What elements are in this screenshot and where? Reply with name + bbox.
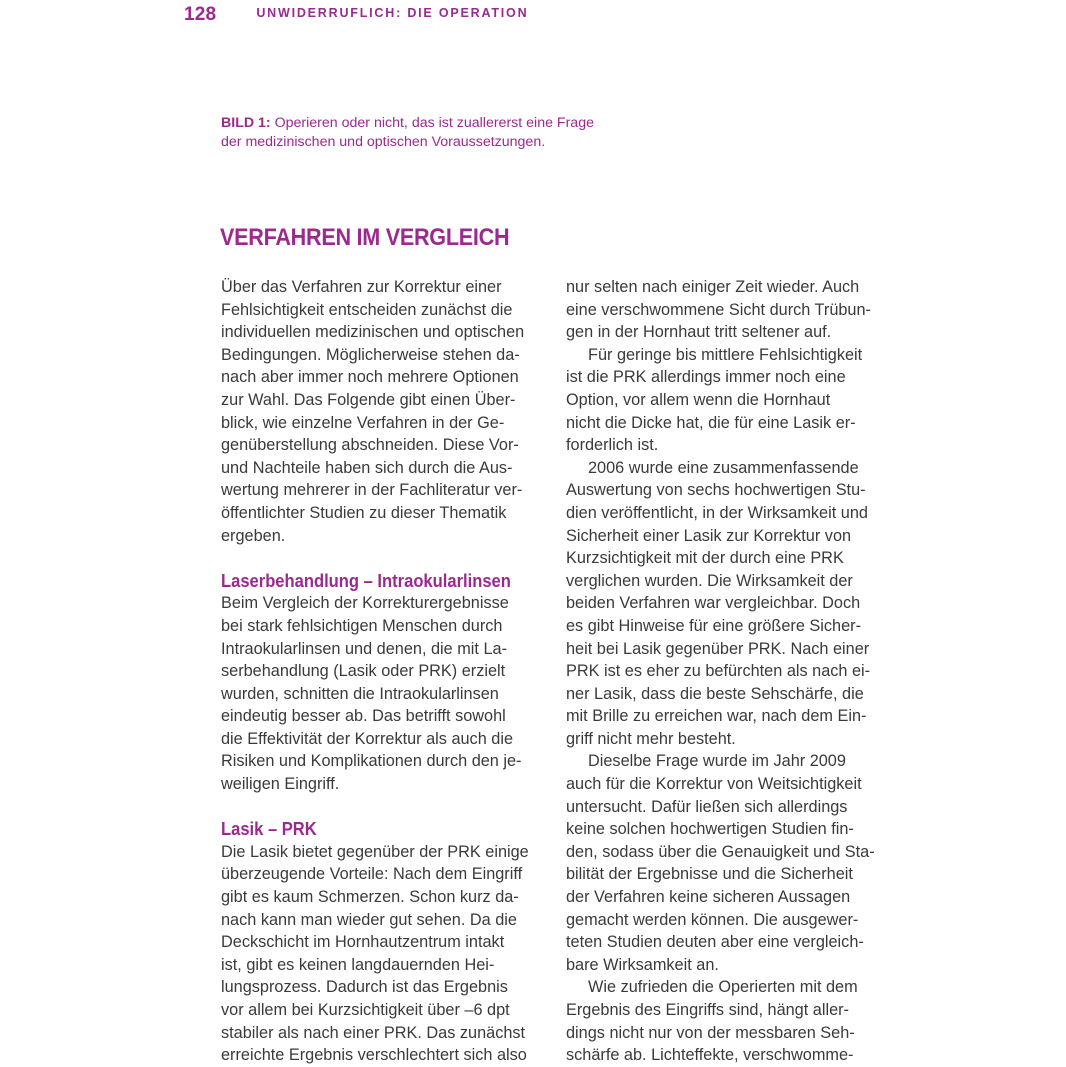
- running-title: UNWIDERRUFLICH: DIE OPERATION: [256, 6, 529, 20]
- text-line: Die Lasik bietet gegenüber der PRK einige: [221, 842, 529, 861]
- text-line: nach kann man wieder gut sehen. Da die: [221, 910, 517, 929]
- study-2006-paragraph: [566, 457, 896, 751]
- intro-paragraph: [221, 276, 551, 547]
- text-line: Wie zufrieden die Operierten mit dem: [588, 978, 858, 997]
- text-line: Fehlsichtigkeit entscheiden zunächst die: [221, 300, 513, 319]
- prk-option-paragraph: [566, 344, 896, 457]
- text-line: Option, vor allem wenn die Hornhaut: [566, 390, 831, 409]
- text-line: Über das Verfahren zur Korrektur einer: [221, 278, 502, 296]
- text-line: überzeugende Vorteile: Nach dem Eingriff: [221, 865, 523, 884]
- text-line: gen in der Hornhaut tritt seltener auf.: [566, 323, 832, 342]
- text-line: Bedingungen. Möglicherweise stehen da-: [221, 345, 520, 364]
- text-line: Für geringe bis mittlere Fehlsichtigkeit: [588, 345, 863, 364]
- text-line: keine solchen hochwertigen Studien fin-: [566, 820, 854, 839]
- text-line: wertung mehrerer in der Fachliteratur ver-: [221, 481, 523, 500]
- text-line: den, sodass über die Genauigkeit und Sta-: [566, 842, 875, 861]
- text-line: gemacht werden können. Die ausgewer-: [566, 910, 859, 929]
- page-number: 128: [184, 4, 217, 25]
- lasik-prk-paragraph: [221, 841, 551, 1067]
- text-line: blick, wie einzelne Verfahren in der Ge-: [221, 413, 505, 432]
- text-line: zur Wahl. Das Folgende gibt einen Über-: [221, 390, 516, 409]
- text-line: nicht die Dicke hat, die für eine Lasik er-: [566, 413, 856, 432]
- text-line: lungsprozess. Dadurch ist das Ergebnis: [221, 978, 508, 997]
- text-line: mit Brille zu erreichen war, nach dem Ein-: [566, 707, 867, 726]
- left-column: [221, 276, 551, 1067]
- text-line: 2006 wurde eine zusammenfassende: [588, 458, 859, 477]
- text-line: Beim Vergleich der Korrekturergebnisse: [221, 594, 509, 613]
- paragraph-gap: [221, 547, 551, 570]
- text-line: Kurzsichtigkeit mit der durch eine PRK: [566, 549, 844, 568]
- text-line: heit bei Lasik gegenüber PRK. Nach einer: [566, 639, 870, 658]
- text-line: Deckschicht im Hornhautzentrum intakt: [221, 933, 505, 952]
- text-line: beiden Verfahren war vergleichbar. Doch: [566, 594, 861, 613]
- caption-line: Operieren oder nicht, das ist zuallererst eine Frage: [270, 115, 594, 131]
- text-line: Dieselbe Frage wurde im Jahr 2009: [588, 752, 846, 771]
- laser-iol-paragraph: [221, 592, 551, 795]
- text-line: Ergebnis des Eingriffs sind, hängt aller-: [566, 1001, 849, 1019]
- text-line: wurden, schnitten die Intraokularlinsen: [221, 684, 499, 703]
- text-line: auch für die Korrektur von Weitsichtigkeit: [566, 775, 862, 794]
- text-line: verglichen wurden. Die Wirksamkeit der: [566, 571, 853, 590]
- text-line: nur selten nach einiger Zeit wieder. Auch: [566, 278, 860, 296]
- text-line: der Verfahren keine sicheren Aussagen: [566, 888, 851, 907]
- subheading-laser-iol: Laserbehandlung – Intraokularlinsen: [221, 570, 511, 591]
- text-line: die Effektivität der Korrektur als auch die: [221, 729, 514, 748]
- caption-line: der medizinischen und optischen Voraussetzungen.: [221, 134, 546, 150]
- text-line: PRK ist es eher zu befürchten als nach ei-: [566, 662, 871, 681]
- text-line: und Nachteile haben sich durch die Aus-: [221, 458, 513, 477]
- study-2009-paragraph: [566, 750, 896, 976]
- caption-label: BILD 1:: [221, 115, 271, 131]
- text-line: ist die PRK allerdings immer noch eine: [566, 368, 846, 387]
- text-line: eine verschwommene Sicht durch Trübun-: [566, 300, 871, 319]
- satisfaction-paragraph: [566, 976, 896, 1066]
- text-line: ist, gibt es keinen langdauernden Hei-: [221, 955, 495, 974]
- text-line: schärfe ab. Lichteffekte, verschwomme-: [566, 1046, 854, 1065]
- text-line: es gibt Hinweise für eine größere Sicher-: [566, 616, 862, 635]
- text-line: gibt es kaum Schmerzen. Schon kurz da-: [221, 888, 519, 907]
- text-line: öffentlichter Studien zu dieser Thematik: [221, 503, 507, 522]
- text-line: ergeben.: [221, 526, 286, 545]
- text-line: Auswertung von sechs hochwertigen Stu-: [566, 481, 866, 500]
- figure-caption: [221, 114, 651, 152]
- text-line: bei stark fehlsichtigen Menschen durch: [221, 616, 503, 635]
- text-line: erreichte Ergebnis verschlechtert sich also: [221, 1046, 527, 1065]
- running-head: [184, 4, 528, 30]
- continuation-paragraph: [566, 276, 896, 344]
- right-column: [566, 276, 896, 1067]
- text-line: dings nicht nur von der messbaren Seh-: [566, 1023, 855, 1042]
- text-line: vor allem bei Kurzsichtigkeit über –6 dpt: [221, 1001, 510, 1019]
- subheading-lasik-prk: Lasik – PRK: [221, 819, 317, 840]
- text-line: teten Studien deuten aber eine vergleich-: [566, 933, 864, 952]
- text-line: untersucht. Dafür ließen sich allerdings: [566, 797, 848, 816]
- text-line: weiligen Eingriff.: [221, 775, 340, 794]
- text-line: Risiken und Komplikationen durch den je-: [221, 752, 522, 771]
- text-line: individuellen medizinischen und optischen: [221, 323, 525, 342]
- paragraph-gap: [221, 796, 551, 819]
- text-line: Intraokularlinsen und denen, die mit La-: [221, 639, 508, 658]
- section-title: VERFAHREN IM VERGLEICH: [220, 224, 510, 251]
- text-line: bilität der Ergebnisse und die Sicherheit: [566, 865, 853, 884]
- text-line: dien veröffentlicht, in der Wirksamkeit und: [566, 503, 868, 522]
- text-line: stabiler als nach einer PRK. Das zunächst: [221, 1023, 526, 1042]
- text-line: griff nicht mehr besteht.: [566, 729, 736, 748]
- text-line: ner Lasik, dass die beste Sehschärfe, die: [566, 684, 864, 703]
- text-line: Sicherheit einer Lasik zur Korrektur von: [566, 526, 852, 545]
- text-line: genüberstellung abschneiden. Diese Vor-: [221, 436, 519, 455]
- text-line: serbehandlung (Lasik oder PRK) erzielt: [221, 662, 506, 681]
- text-line: bare Wirksamkeit an.: [566, 955, 719, 974]
- text-line: forderlich ist.: [566, 436, 659, 455]
- text-line: eindeutig besser ab. Das betrifft sowohl: [221, 707, 506, 726]
- text-line: nach aber immer noch mehrere Optionen: [221, 368, 519, 387]
